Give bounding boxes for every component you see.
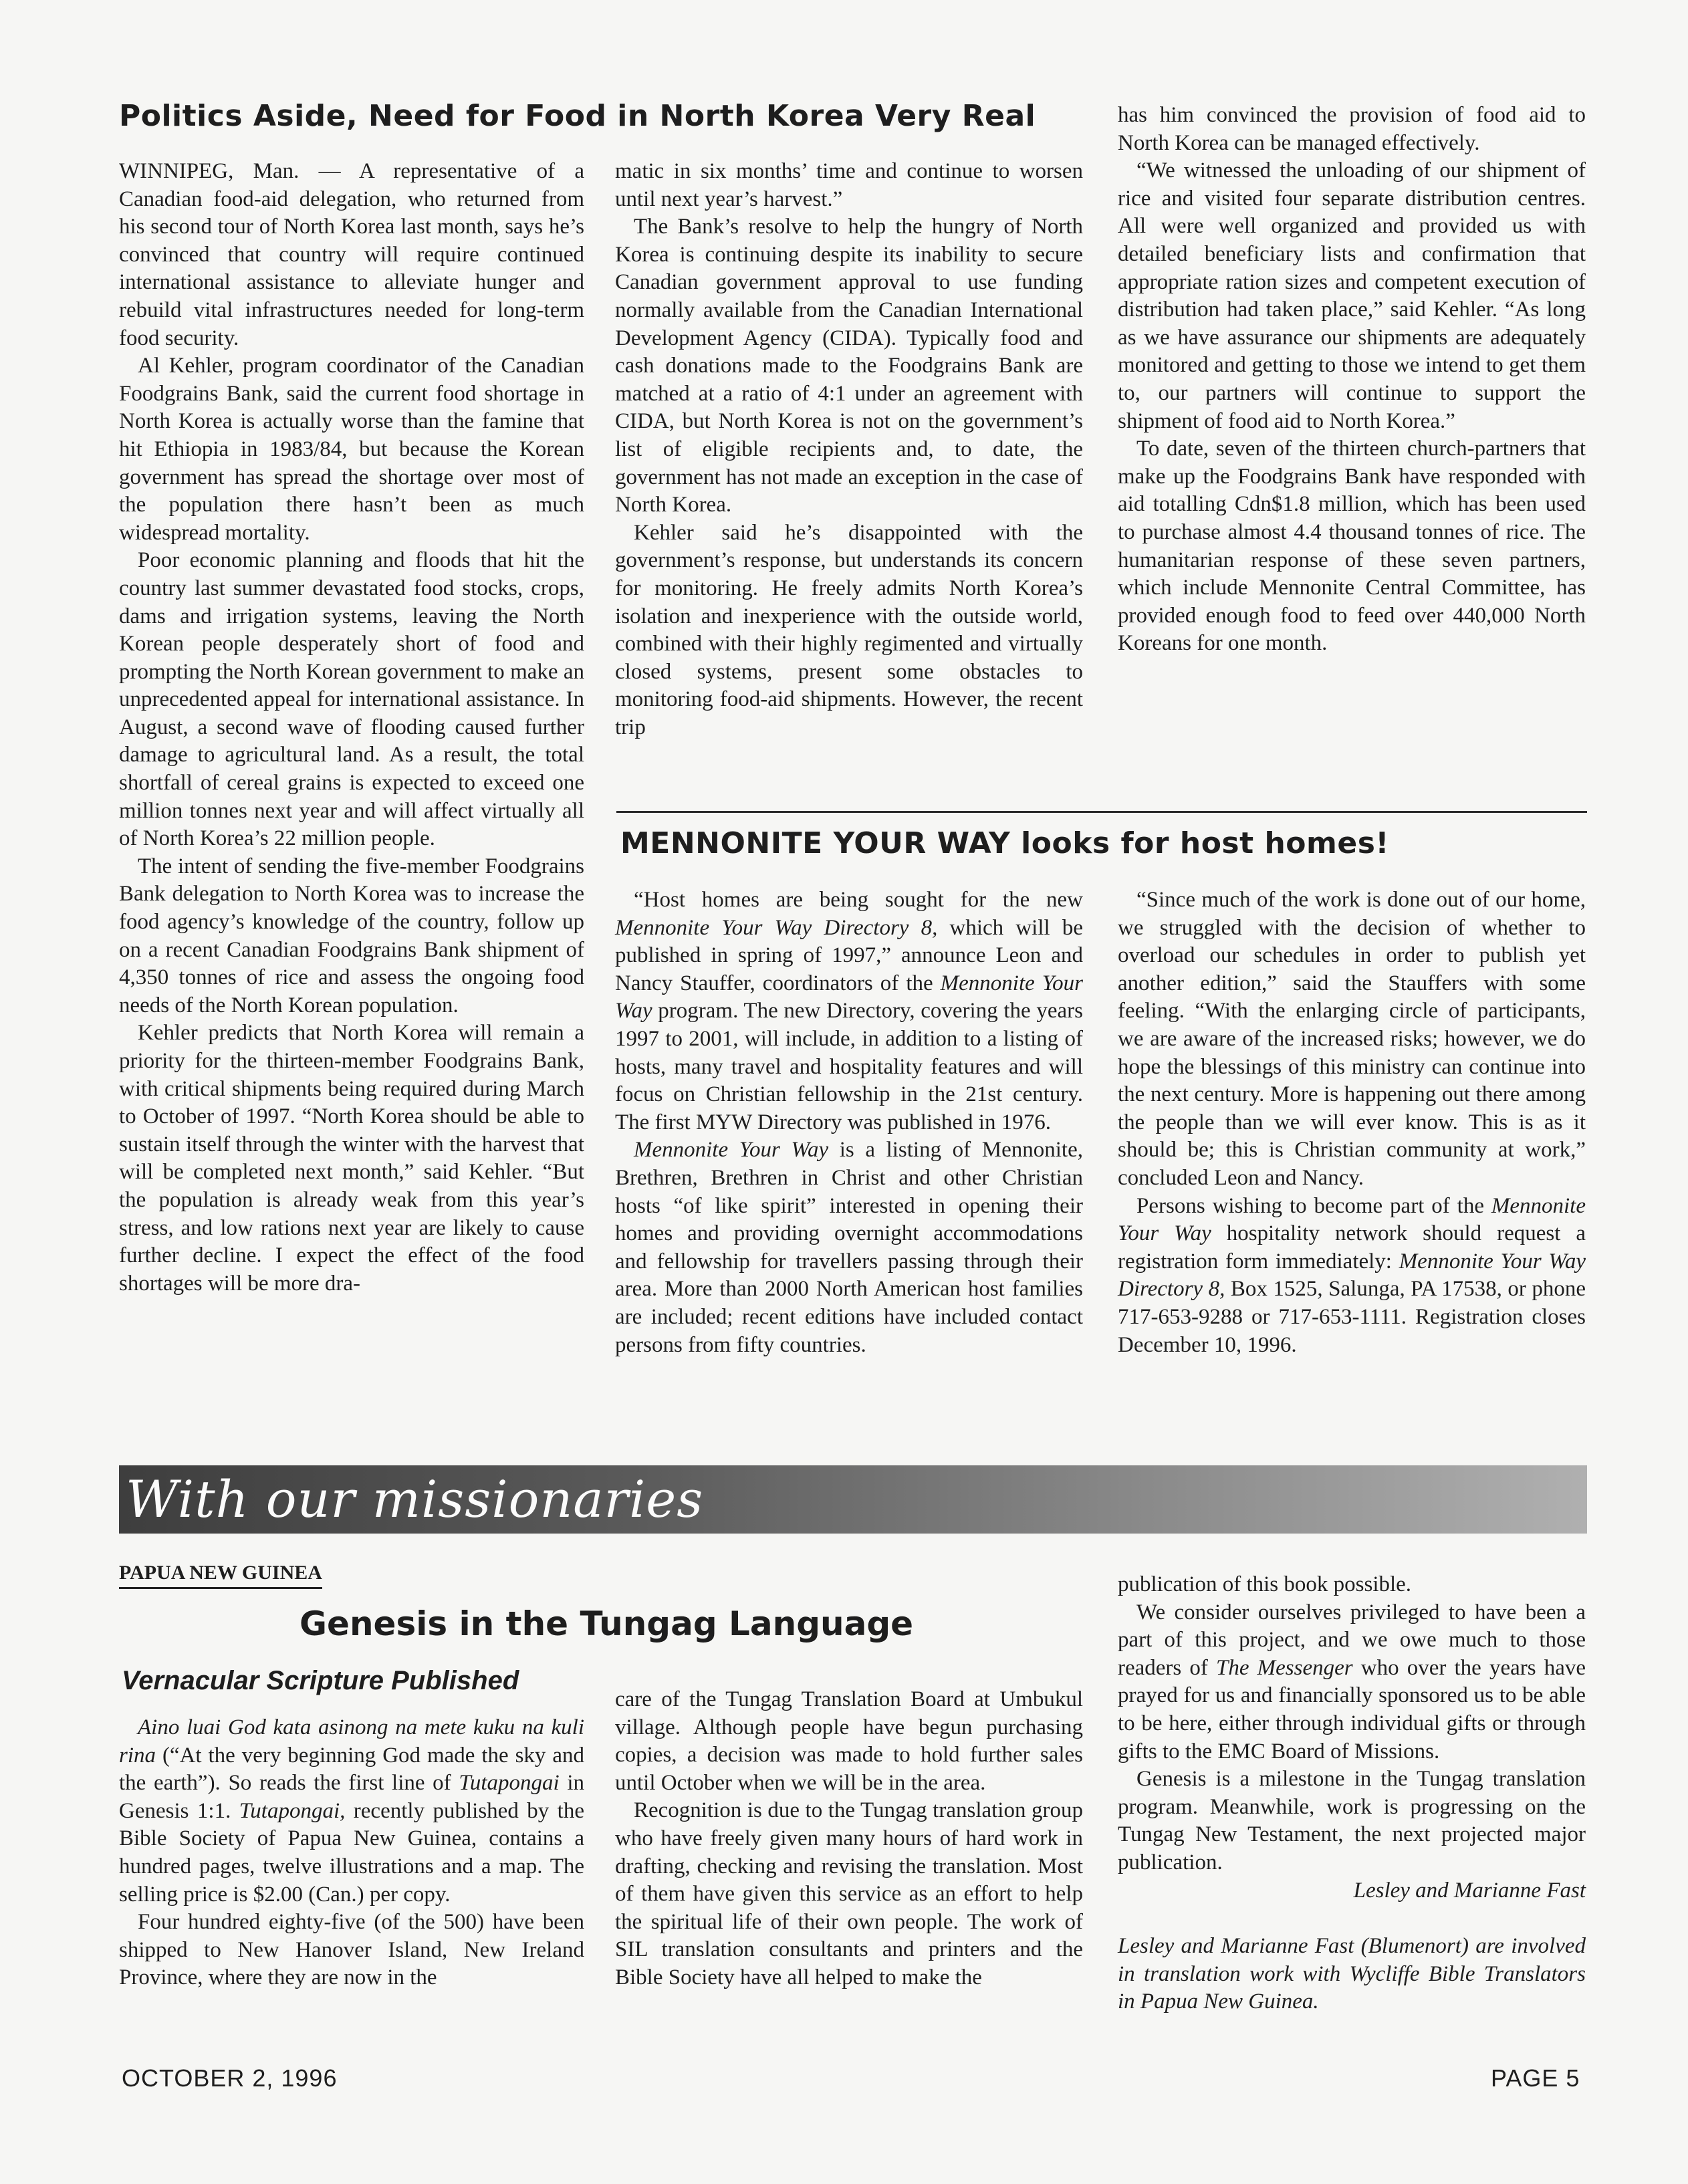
paragraph: Kehler predicts that North Korea will remain a priority for the thirteen-member Foodgrains Bank, with critical shipments being required during March to October of 1997. “North Korea should be able to sustain itself through the winter with the harvest that will be completed next month,” said Kehler. “But the population is already weak from this year’s stress, and low rations next year are likely to cause further decline. I expect the effect of the food shortages will be more dra- bbox=[119, 1021, 584, 1296]
paragraph: Four hundred eighty-five (of the 500) have been shipped to New Hanover Island, New Ireland Province, where they are now in the bbox=[119, 1910, 584, 1990]
paragraph: matic in six months’ time and continue to worsen until next year’s harvest.” bbox=[615, 159, 1083, 211]
paragraph: has him convinced the provision of food aid to North Korea can be managed effectively. bbox=[1118, 103, 1586, 155]
author-bio: Lesley and Marianne Fast (Blumenort) are involved in translation work with Wycliffe Bible Translators in Papua New Guinea. bbox=[1118, 1934, 1586, 2014]
paragraph: “We witnessed the unloading of our shipment of rice and visited four separate distribution centres. All were well organized and provided us with detailed beneficiary lists and confirmation that appropriate ration sizes and competent execution of distribution had taken place,” said Kehler. “As long as we have assurance our shipments are adequately monitored and getting to those we intend to get them to, our partners will continue to support the shipment of food aid to North Korea.” bbox=[1118, 158, 1586, 433]
paragraph: Recognition is due to the Tungag translation group who have freely given many hours of hard work in drafting, checking and revising the translation. Most of them have given this service as an effort to help the spiritual life of their own people. The work of SIL translation consultants and printers and the Bible Society have all helped to make the bbox=[615, 1798, 1083, 1989]
article-subtitle: Vernacular Scripture Published bbox=[122, 1666, 519, 1695]
paragraph: Mennonite Your Way is a listing of Mennonite, Brethren, Brethren in Christ and other Christian hosts “of like spirit” interested in opening their homes and providing overnight accommodations and fellowship for travellers passing through their area. More than 2000 North American host families are included; recent editions have included contact persons from fifty countries. bbox=[615, 1138, 1083, 1357]
banner-title: With our missionaries bbox=[126, 1469, 704, 1529]
paragraph: The Bank’s resolve to help the hungry of North Korea is continuing despite its inability to secure Canadian government approval to use funding normally available from the Canadian International Development Agency (CIDA). Typically food and cash donations made to the Foodgrains Bank are matched at a ratio of 4:1 under an agreement with CIDA, but North Korea is not on the government’s list of eligible recipients and, to date, the government has not made an exception in the case of North Korea. bbox=[615, 215, 1083, 517]
footer-page-number: PAGE 5 bbox=[1491, 2064, 1580, 2092]
article-column-2 bbox=[615, 1686, 1083, 1992]
article-column-1 bbox=[615, 886, 1083, 1359]
section-banner bbox=[119, 1465, 1587, 1534]
paragraph: Poor economic planning and floods that hit the country last summer devastated food stocks, crops, dams and irrigation systems, leaving the North Korean people desperately short of food and prompting the North Korean government to make an unprecedented appeal for international assistance. In August, a second wave of flooding caused further damage to agricultural land. As a result, the total shortfall of cereal grains is expected to exceed one million tonnes next year and will affect virtually all of North Korea’s 22 million people. bbox=[119, 548, 584, 851]
paragraph: publication of this book possible. bbox=[1118, 1572, 1412, 1596]
paragraph: We consider ourselves privileged to have been a part of this project, and we owe much to those readers of The Messenger who over the years have prayed for us and financially sponsored us to be able to be here, either through individual gifts or through gifts to the EMC Board of Missions. bbox=[1118, 1600, 1586, 1764]
footer-date: OCTOBER 2, 1996 bbox=[122, 2064, 338, 2092]
paragraph: Aino luai God kata asinong na mete kuku na kuli rina (“At the very beginning God made the sky and the earth”). So reads the first line of Tutapongai in Genesis 1:1. Tutapongai, recently published by the Bible Society of Papua New Guinea, contains a hundred pages, twelve illustrations and a map. The selling price is $2.00 (Can.) per copy. bbox=[119, 1715, 585, 1907]
paragraph: “Host homes are being sought for the new Mennonite Your Way Directory 8, which will be published in spring of 1997,” announce Leon and Nancy Stauffer, coordinators of the Mennonite Your Way program. The new Directory, covering the years 1997 to 2001, will include, in addition to a listing of hosts, many travel and hospitality features and will focus on Christian fellowship in the 21st century. The first MYW Directory was published in 1976. bbox=[615, 888, 1083, 1134]
article-column-1 bbox=[119, 158, 584, 1298]
paragraph: The intent of sending the five-member Foodgrains Bank delegation to North Korea was to increase the food agency’s knowledge of the country, follow up on a recent Canadian Foodgrains Bank shipment of 4,350 tonnes of rice and assess the ongoing food needs of the North Korean population. bbox=[119, 854, 584, 1017]
article-column-3 bbox=[1118, 102, 1586, 658]
paragraph: Genesis is a milestone in the Tungag translation program. Meanwhile, work is progressing on the Tungag New Testament, the next projected major publication. bbox=[1118, 1767, 1586, 1874]
paragraph: Al Kehler, program coordinator of the Canadian Foodgrains Bank, said the current food shortage in North Korea is actually worse than the famine that hit Ethiopia in 1983/84, but because the Korean government has spread the shortage over most of the population there hasn’t been as much widespread mortality. bbox=[119, 354, 584, 545]
paragraph: Kehler said he’s disappointed with the government’s response, but understands its concern for monitoring. He freely admits North Korea’s isolation and inexperience with the outside world, combined with their highly regimented and virtually closed systems, present some obstacles to monitoring food-aid shipments. However, the recent trip bbox=[615, 520, 1083, 739]
paragraph: care of the Tungag Translation Board at Umbukul village. Although people have begun purchasing copies, a decision was made to hold further sales until October when we will be in the area. bbox=[615, 1687, 1083, 1795]
article-column-1 bbox=[119, 1714, 584, 1992]
article-headline: MENNONITE YOUR WAY looks for host homes! bbox=[620, 826, 1389, 860]
article-column-3 bbox=[1118, 1571, 1586, 2016]
author-signature: Lesley and Marianne Fast bbox=[1353, 1878, 1586, 1903]
article-title: Genesis in the Tungag Language bbox=[299, 1604, 914, 1643]
section-label: PAPUA NEW GUINEA bbox=[119, 1562, 322, 1589]
paragraph: “Since much of the work is done out of our home, we struggled with the decision of whether to overload our schedules in order to publish yet another edition,” said the Stauffers with some feeling. “With the enlarging circle of participants, we are aware of the increased risks; however, we do hope the blessings of this ministry can continue into the next century. More is happening out there among the people than we will ever know. This is as it should be; this is Christian community at work,” concluded Leon and Nancy. bbox=[1118, 888, 1586, 1190]
paragraph: To date, seven of the thirteen church-partners that make up the Foodgrains Bank have responded with aid totalling Cdn$1.8 million, which has been used to purchase almost 4.4 thousand tonnes of rice. The humanitarian response of these seven partners, which include Mennonite Central Committee, has provided enough food to feed over 440,000 North Koreans for one month. bbox=[1118, 437, 1586, 656]
article-column-2 bbox=[615, 158, 1083, 741]
paragraph: Persons wishing to become part of the Mennonite Your Way hospitality network should request a registration form immediately: Mennonite Your Way Directory 8, Box 1525, Salunga, PA 17538, or phone 717-653-9288 or 717-653-1111. Registration closes December 10, 1996. bbox=[1118, 1193, 1586, 1357]
article-headline: Politics Aside, Need for Food in North Korea Very Real bbox=[119, 99, 1036, 133]
paragraph: WINNIPEG, Man. — A representative of a Canadian food-aid delegation, who returned from his second tour of North Korea last month, says he’s convinced that country will require continued international assistance to alleviate hunger and rebuild vital infrastructures needed for long-term food security. bbox=[119, 159, 584, 350]
article-column-2 bbox=[1118, 886, 1586, 1359]
section-divider bbox=[616, 811, 1587, 813]
